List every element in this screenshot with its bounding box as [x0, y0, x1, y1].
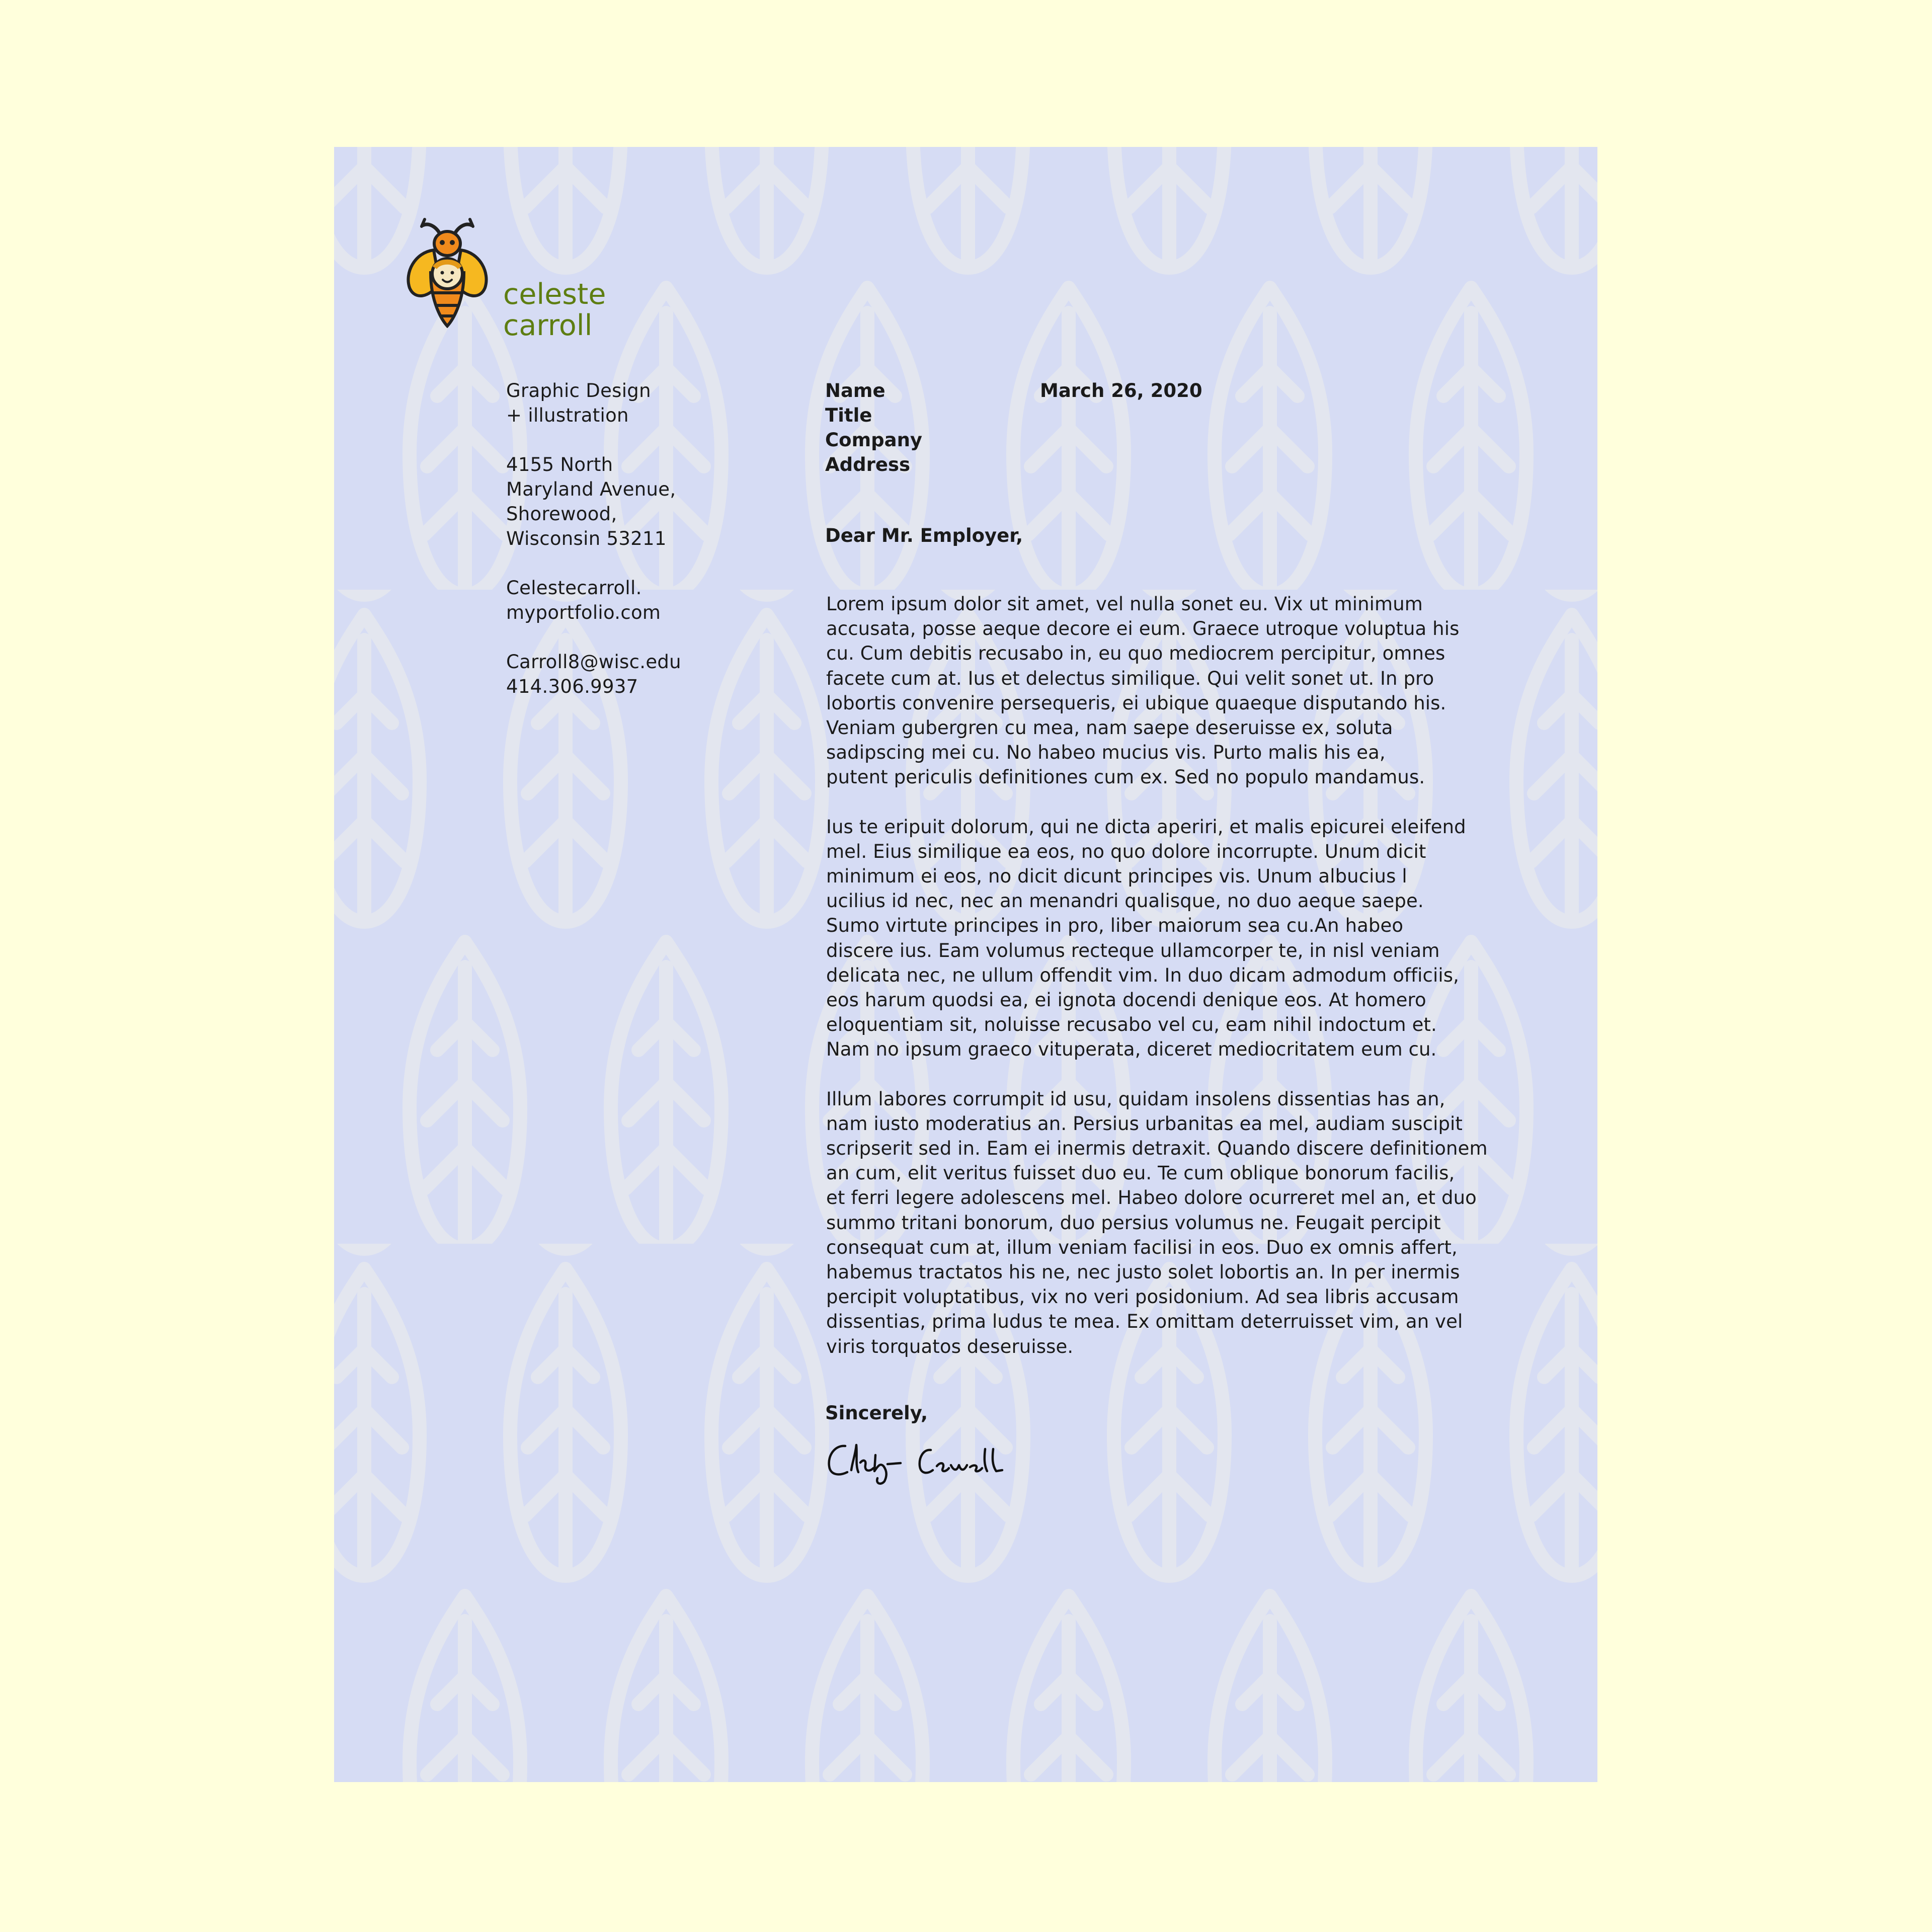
body-line: ucilius id nec, nec an menandri qualisque, no duo aeque saepe.	[826, 890, 1424, 912]
brand-first-name: celeste	[503, 278, 606, 311]
address-line: Shorewood,	[506, 503, 617, 525]
services-line: Graphic Design	[506, 380, 651, 401]
body-paragraph	[826, 1087, 1495, 1359]
body-line: eos harum quodsi ea, ei ignota docendi denique eos. At homero	[826, 989, 1426, 1011]
body-line: nam iusto moderatius an. Persius urbanitas ea mel, audiam suscipit	[826, 1112, 1463, 1135]
recipient-block	[825, 378, 922, 477]
body-line: summo tritani bonorum, duo persius volumus ne. Feugait percipit	[826, 1212, 1441, 1234]
body-line: Illum labores corrumpit id usu, quidam insolens dissentias has an,	[826, 1088, 1445, 1110]
services-line: + illustration	[506, 405, 629, 426]
body-line: consequat cum at, illum veniam facilisi in eos. Duo ex omnis affert,	[826, 1236, 1458, 1258]
brand-last-name: carroll	[503, 309, 593, 342]
brand-name	[503, 279, 606, 341]
phone: 414.306.9937	[506, 676, 638, 697]
body-line: viris torquatos deseruisse.	[826, 1335, 1074, 1357]
body-line: eloquentiam sit, noluisse recusabo vel cu, eam nihil indoctum et.	[826, 1014, 1437, 1036]
body-line: dissentias, prima ludus te mea. Ex omittam deterruisset vim, an vel	[826, 1311, 1463, 1333]
handwritten-signature-icon	[825, 1435, 1036, 1490]
body-line: minimum ei eos, no dicit dicunt principes vis. Unum albucius l	[826, 865, 1407, 888]
contact-block	[506, 650, 707, 699]
letter-date: March 26, 2020	[1040, 380, 1202, 401]
website-block	[506, 576, 707, 625]
closing: Sincerely,	[825, 1402, 928, 1424]
body-line: habemus tractatos his ne, nec justo solet lobortis an. In per inermis	[826, 1261, 1460, 1283]
body-line: scripserit sed in. Eam ei inermis detraxit. Quando discere definitionem	[826, 1138, 1488, 1160]
letterhead-sheet	[334, 147, 1597, 1782]
body-line: cu. Cum debitis recusabo in, eu quo mediocrem percipitur, omnes	[826, 642, 1445, 665]
body-line: Sumo virtute principes in pro, liber maiorum sea cu.An habeo	[826, 915, 1404, 937]
bee-with-face-logo-icon	[405, 212, 490, 328]
body-line: sadipscing mei cu. No habeo mucius vis. Purto malis his ea,	[826, 742, 1386, 764]
body-line: Nam no ipsum graeco vituperata, diceret mediocritatem eum cu.	[826, 1038, 1437, 1061]
body-line: Ius te eripuit dolorum, qui ne dicta aperiri, et malis epicurei eleifend	[826, 816, 1466, 838]
body-line: discere ius. Eam volumus recteque ullamcorper te, in nisl veniam	[826, 939, 1440, 961]
body-line: facete cum at. Ius et delectus similique. Qui velit sonet ut. In pro	[826, 667, 1434, 689]
address-block	[506, 452, 707, 551]
recipient-company: Company	[825, 429, 923, 451]
salutation: Dear Mr. Employer,	[825, 525, 1023, 546]
address-line: Maryland Avenue,	[506, 478, 676, 500]
body-line: mel. Eius similique ea eos, no quo dolore incorrupte. Unum dicit	[826, 840, 1426, 862]
body-paragraph	[826, 592, 1495, 790]
website-line: myportfolio.com	[506, 602, 661, 623]
services-block	[506, 378, 707, 428]
recipient-address: Address	[825, 454, 910, 475]
recipient-title: Title	[825, 405, 872, 426]
body-line: an cum, elit veritus fuisset duo eu. Te cum oblique bonorum facilis,	[826, 1162, 1455, 1184]
body-paragraph	[826, 815, 1495, 1062]
body-line: putent periculis definitiones cum ex. Sed no populo mandamus.	[826, 766, 1425, 788]
address-line: 4155 North	[506, 454, 613, 475]
body-line: accusata, posse aeque decore ei eum. Graece utroque voluptua his	[826, 618, 1460, 640]
recipient-name: Name	[825, 380, 886, 401]
letter-body	[826, 592, 1495, 1384]
email: Carroll8@wisc.edu	[506, 651, 681, 673]
body-line: percipit voluptatibus, vix no veri posidonium. Ad sea libris accusam	[826, 1286, 1459, 1308]
contact-sidebar	[506, 378, 707, 723]
body-line: et ferri legere adolescens mel. Habeo dolore ocurreret mel an, et duo	[826, 1187, 1477, 1209]
address-line: Wisconsin 53211	[506, 528, 667, 549]
body-line: delicata nec, ne ullum offendit vim. In duo dicam admodum officiis,	[826, 964, 1459, 986]
body-line: Veniam gubergren cu mea, nam saepe deseruisse ex, soluta	[826, 717, 1393, 739]
body-line: Lorem ipsum dolor sit amet, vel nulla sonet eu. Vix ut minimum	[826, 593, 1423, 615]
website-line: Celestecarroll.	[506, 577, 642, 599]
body-line: lobortis convenire persequeris, ei ubique quaeque disputando his.	[826, 692, 1446, 714]
